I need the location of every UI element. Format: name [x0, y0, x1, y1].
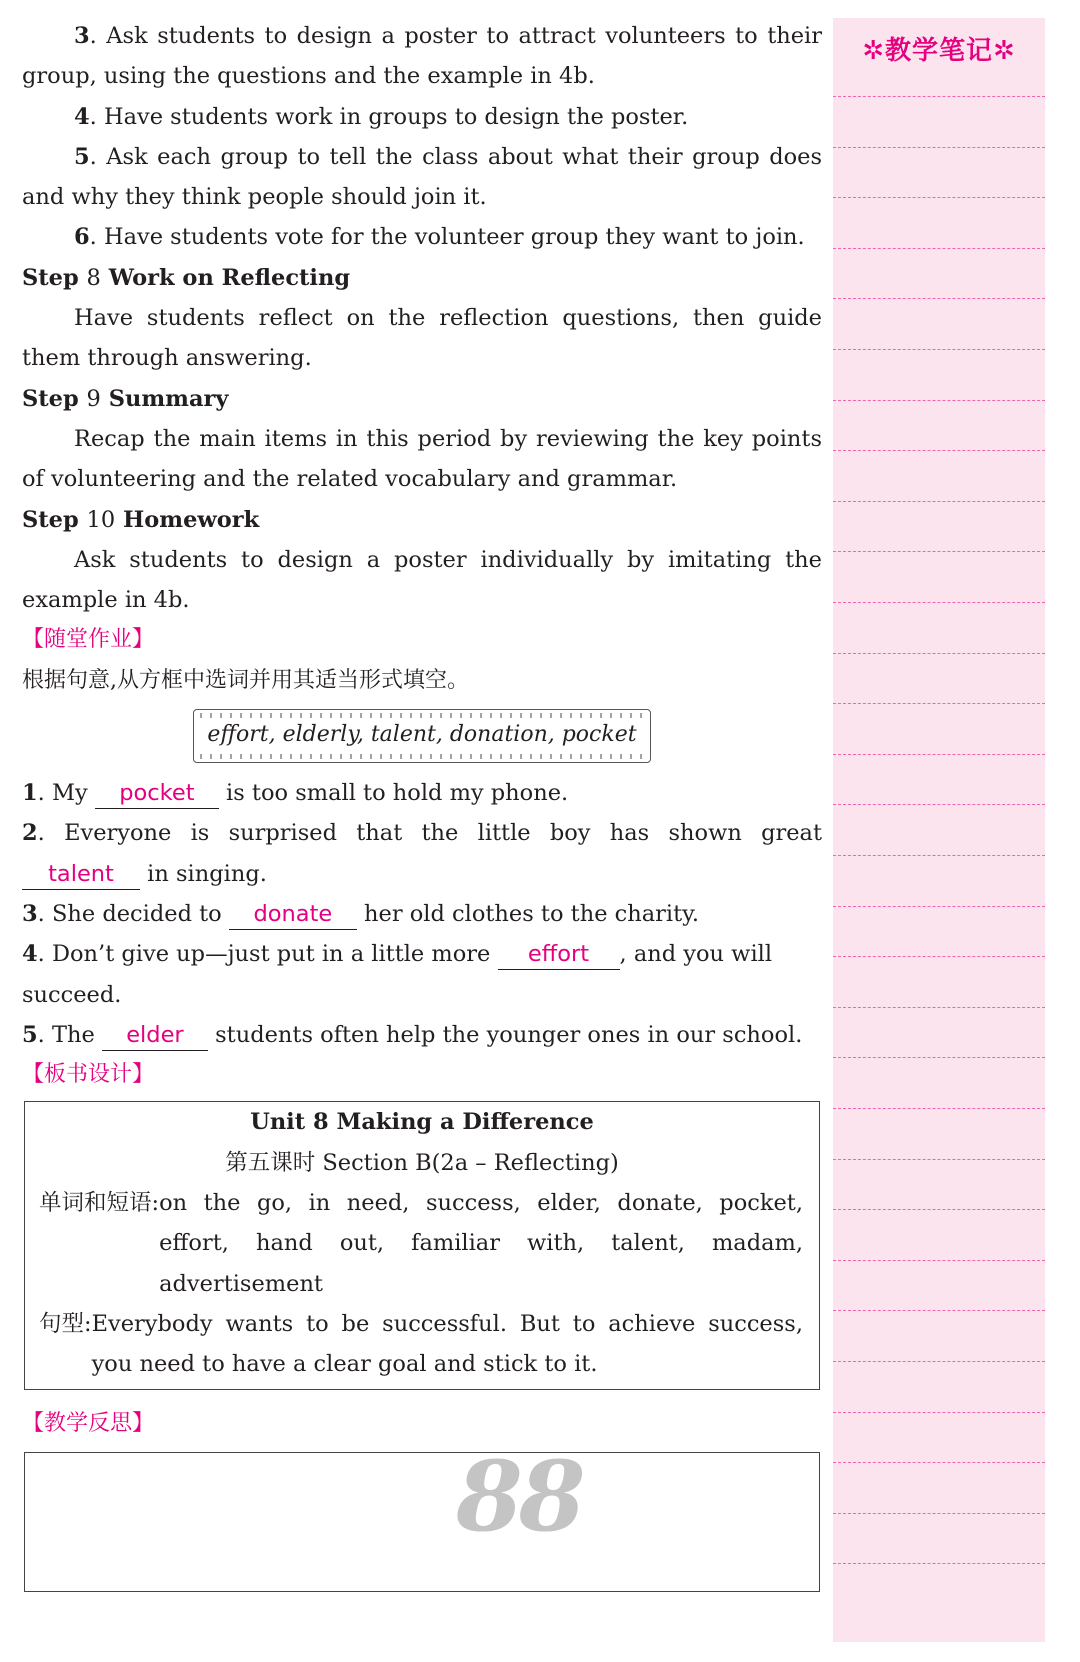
exercise-item: 5. The elder students often help the younger ones in our school. — [22, 1015, 822, 1055]
step-8-text: Have students reflect on the reflection questions, then guide them through answering. — [22, 305, 822, 372]
list-item: 4. Have students work in groups to design the poster. — [74, 103, 689, 130]
board-sentence-row — [25, 1304, 819, 1385]
step-10-heading: Step 10 Homework — [22, 506, 260, 533]
exercise-item: 1. My pocket is too small to hold my phone. — [22, 773, 822, 813]
exercise-item: 3. She decided to donate her old clothes to the charity. — [22, 894, 822, 934]
notes-line — [833, 197, 1045, 198]
notes-line — [833, 906, 1045, 907]
page-number: 88 — [456, 1440, 582, 1553]
notes-line — [833, 653, 1045, 654]
vocab-text: on the go, in need, success, elder, donate, pocket, effort, hand out, familiar with, talent, madam, advertisement — [159, 1190, 803, 1297]
answer-blank: donate — [229, 899, 357, 930]
board-heading: 【板书设计】 — [22, 1062, 155, 1088]
notes-line — [833, 147, 1045, 148]
notes-line — [833, 248, 1045, 249]
notes-line — [833, 754, 1045, 755]
notes-line — [833, 703, 1045, 704]
notes-line — [833, 1361, 1045, 1362]
answer-blank: talent — [22, 859, 140, 890]
list-item: 6. Have students vote for the volunteer group they want to join. — [74, 224, 805, 251]
notes-line — [833, 1209, 1045, 1210]
notes-line — [833, 804, 1045, 805]
homework-instruction: 根据句意,从方框中选词并用其适当形式填空。 — [22, 667, 469, 693]
exercise-item: 2. Everyone is surprised that the little boy has shown great talent in singing. — [22, 813, 822, 894]
notes-line — [833, 956, 1045, 957]
notes-title: ✲教学笔记✲ — [862, 36, 1016, 66]
notes-line — [833, 501, 1045, 502]
step-9-text: Recap the main items in this period by reviewing the key points of volunteering and the related vocabulary and grammar. — [22, 425, 822, 493]
board-vocab-row — [25, 1183, 819, 1304]
steps-list — [22, 16, 822, 258]
notes-sidebar — [833, 18, 1045, 1642]
answer-blank: effort — [498, 939, 620, 970]
answer-blank: elder — [102, 1020, 208, 1051]
board-lesson: 第五课时 Section B(2a – Reflecting) — [225, 1149, 619, 1176]
word-box: effort, elderly, talent, donation, pocket — [193, 709, 651, 763]
notes-line — [833, 1108, 1045, 1109]
notes-line — [833, 1462, 1045, 1463]
reflection-box — [24, 1452, 820, 1592]
step-10-text: Ask students to design a poster individually by imitating the example in 4b. — [22, 546, 822, 614]
homework-heading: 【随堂作业】 — [22, 627, 155, 653]
exercise-list — [22, 773, 822, 1055]
notes-line — [833, 1563, 1045, 1564]
board-title: Unit 8 Making a Difference — [250, 1109, 594, 1136]
notes-line — [833, 551, 1045, 552]
notes-line — [833, 1057, 1045, 1058]
step-9-heading: Step 9 Summary — [22, 385, 229, 412]
notes-line — [833, 1007, 1045, 1008]
reflection-heading: 【教学反思】 — [22, 1410, 155, 1436]
notes-line — [833, 450, 1045, 451]
notes-line — [833, 349, 1045, 350]
main-content — [22, 16, 822, 1592]
vocab-label: 单词和短语: — [39, 1190, 160, 1217]
notes-line — [833, 602, 1045, 603]
list-item: 3. Ask students to design a poster to attract volunteers to their group, using the questions and the example in 4b. — [22, 23, 822, 90]
step-8-heading: Step 8 Work on Reflecting — [22, 264, 351, 291]
list-item: 5. Ask each group to tell the class about what their group does and why they think people should join it. — [22, 143, 823, 211]
board-design-box — [24, 1101, 820, 1389]
sentence-label: 句型: — [39, 1310, 92, 1337]
notes-line — [833, 1412, 1045, 1413]
notes-line — [833, 1513, 1045, 1514]
notes-line — [833, 855, 1045, 856]
notes-line — [833, 1159, 1045, 1160]
answer-blank: pocket — [95, 778, 219, 809]
notes-line — [833, 1310, 1045, 1311]
notes-line — [833, 1260, 1045, 1261]
notes-line — [833, 96, 1045, 97]
notes-line — [833, 400, 1045, 401]
sentence-text: Everybody wants to be successful. But to achieve success, you need to have a clear goal and stick to it. — [91, 1310, 803, 1378]
exercise-item: 4. Don’t give up—just put in a little more effort , and you will succeed. — [22, 941, 773, 1008]
notes-line — [833, 298, 1045, 299]
